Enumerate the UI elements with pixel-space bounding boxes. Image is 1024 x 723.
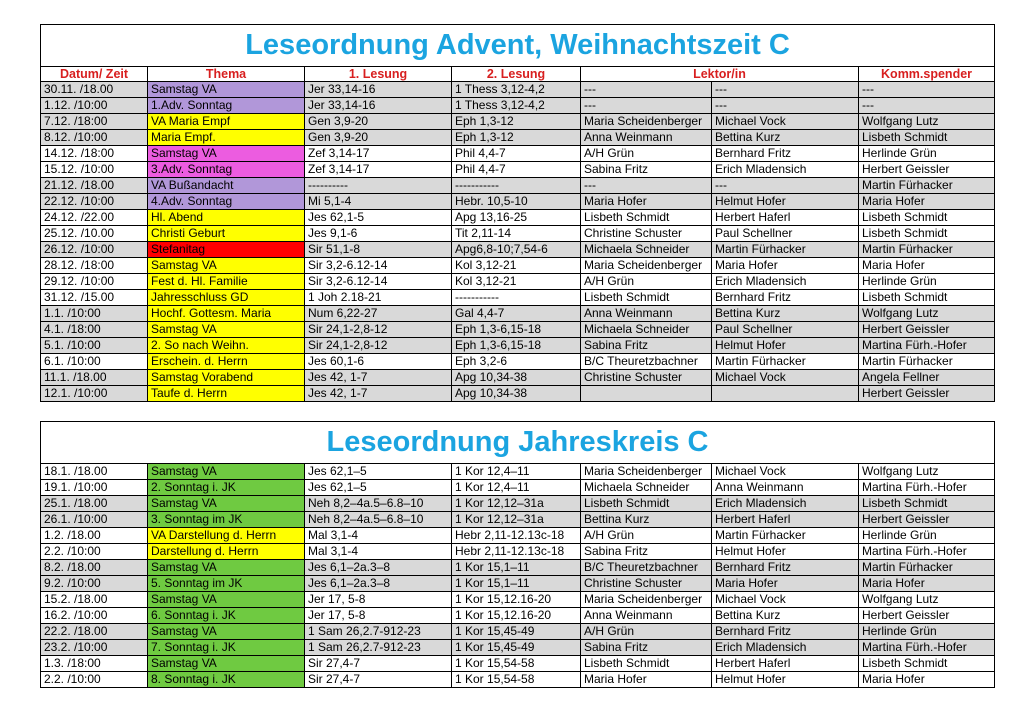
lektor-1-cell: --- bbox=[581, 178, 712, 194]
thema-cell: Samstag VA bbox=[148, 560, 305, 576]
table-row bbox=[41, 576, 995, 592]
kommspender-cell: Herlinde Grün bbox=[859, 146, 995, 162]
jahreskreis-rows bbox=[41, 464, 995, 688]
table-row bbox=[41, 464, 995, 480]
kommspender-cell: Herlinde Grün bbox=[859, 528, 995, 544]
table-row bbox=[41, 274, 995, 290]
lesung-1-cell: 1 Joh 2.18-21 bbox=[305, 290, 452, 306]
lesung-2-cell: 1 Kor 15,54-58 bbox=[452, 656, 581, 672]
lesung-2-cell: 1 Kor 15,12.16-20 bbox=[452, 592, 581, 608]
lektor-2-cell: Bernhard Fritz bbox=[712, 290, 859, 306]
lektor-2-cell: Maria Hofer bbox=[712, 258, 859, 274]
thema-cell: 2. So nach Weihn. bbox=[148, 338, 305, 354]
kommspender-cell: Martin Fürhacker bbox=[859, 560, 995, 576]
lektor-2-cell: Paul Schellner bbox=[712, 322, 859, 338]
table-row bbox=[41, 162, 995, 178]
date-cell: 25.12. /10.00 bbox=[41, 226, 148, 242]
lesung-1-cell: Jes 9,1-6 bbox=[305, 226, 452, 242]
date-cell: 2.2. /10:00 bbox=[41, 672, 148, 688]
kommspender-cell: Martina Fürh.-Hofer bbox=[859, 338, 995, 354]
advent-table bbox=[40, 24, 995, 402]
table-row bbox=[41, 258, 995, 274]
lektor-2-cell: Paul Schellner bbox=[712, 226, 859, 242]
lektor-2-cell: Helmut Hofer bbox=[712, 338, 859, 354]
date-cell: 8.12. /10:00 bbox=[41, 130, 148, 146]
date-cell: 25.1. /18.00 bbox=[41, 496, 148, 512]
thema-cell: Samstag VA bbox=[148, 656, 305, 672]
thema-cell: Hochf. Gottesm. Maria bbox=[148, 306, 305, 322]
date-cell: 6.1. /10:00 bbox=[41, 354, 148, 370]
lesung-2-cell: Tit 2,11-14 bbox=[452, 226, 581, 242]
lesung-2-cell: Apg 10,34-38 bbox=[452, 370, 581, 386]
lektor-1-cell: Maria Scheidenberger bbox=[581, 258, 712, 274]
lesung-1-cell: Jes 42, 1-7 bbox=[305, 370, 452, 386]
kommspender-cell: Lisbeth Schmidt bbox=[859, 226, 995, 242]
thema-cell: Erschein. d. Herrn bbox=[148, 354, 305, 370]
kommspender-cell: Lisbeth Schmidt bbox=[859, 656, 995, 672]
lektor-1-cell: A/H Grün bbox=[581, 528, 712, 544]
thema-cell: Samstag VA bbox=[148, 82, 305, 98]
thema-cell: Samstag VA bbox=[148, 258, 305, 274]
thema-cell: Taufe d. Herrn bbox=[148, 386, 305, 402]
lektor-2-cell: Erich Mladensich bbox=[712, 496, 859, 512]
kommspender-cell: Martin Fürhacker bbox=[859, 242, 995, 258]
table-row bbox=[41, 354, 995, 370]
lektor-1-cell: Sabina Fritz bbox=[581, 640, 712, 656]
lesung-1-cell: Sir 3,2-6.12-14 bbox=[305, 258, 452, 274]
table-row bbox=[41, 82, 995, 98]
lesung-1-cell: 1 Sam 26,2.7-912-23 bbox=[305, 624, 452, 640]
lektor-2-cell: Anna Weinmann bbox=[712, 480, 859, 496]
lektor-1-cell: Anna Weinmann bbox=[581, 306, 712, 322]
kommspender-cell: Herlinde Grün bbox=[859, 624, 995, 640]
table-row bbox=[41, 512, 995, 528]
date-cell: 23.2. /10:00 bbox=[41, 640, 148, 656]
lesung-2-cell: 1 Kor 12,12–31a bbox=[452, 496, 581, 512]
lesung-2-cell: 1 Kor 15,12.16-20 bbox=[452, 608, 581, 624]
date-cell: 1.1. /10:00 bbox=[41, 306, 148, 322]
lesung-2-cell: 1 Kor 12,4–11 bbox=[452, 480, 581, 496]
lesung-2-cell: Eph 1,3-6,15-18 bbox=[452, 338, 581, 354]
table-row bbox=[41, 640, 995, 656]
thema-cell: Stefanitag bbox=[148, 242, 305, 258]
lektor-2-cell: Martin Fürhacker bbox=[712, 354, 859, 370]
date-cell: 21.12. /18.00 bbox=[41, 178, 148, 194]
table-row bbox=[41, 290, 995, 306]
lesung-1-cell: Neh 8,2–4a.5–6.8–10 bbox=[305, 512, 452, 528]
thema-cell: VA Maria Empf bbox=[148, 114, 305, 130]
table-row bbox=[41, 98, 995, 114]
lesung-1-cell: Jer 17, 5-8 bbox=[305, 608, 452, 624]
thema-cell: Darstellung d. Herrn bbox=[148, 544, 305, 560]
kommspender-cell: Lisbeth Schmidt bbox=[859, 130, 995, 146]
table-row bbox=[41, 194, 995, 210]
kommspender-cell: Martina Fürh.-Hofer bbox=[859, 480, 995, 496]
lesung-2-cell: Apg 10,34-38 bbox=[452, 386, 581, 402]
date-cell: 16.2. /10:00 bbox=[41, 608, 148, 624]
table-row bbox=[41, 210, 995, 226]
table-row bbox=[41, 592, 995, 608]
lesung-1-cell: Jer 33,14-16 bbox=[305, 98, 452, 114]
thema-cell: Samstag VA bbox=[148, 464, 305, 480]
lektor-1-cell: --- bbox=[581, 98, 712, 114]
thema-cell: 3.Adv. Sonntag bbox=[148, 162, 305, 178]
lektor-2-cell: Bernhard Fritz bbox=[712, 560, 859, 576]
lektor-1-cell: Sabina Fritz bbox=[581, 544, 712, 560]
lesung-2-cell: ----------- bbox=[452, 290, 581, 306]
table-row bbox=[41, 114, 995, 130]
thema-cell: 1.Adv. Sonntag bbox=[148, 98, 305, 114]
lektor-2-cell: Martin Fürhacker bbox=[712, 528, 859, 544]
kommspender-cell: Martina Fürh.-Hofer bbox=[859, 640, 995, 656]
thema-cell: VA Bußandacht bbox=[148, 178, 305, 194]
thema-cell: Samstag Vorabend bbox=[148, 370, 305, 386]
date-cell: 1.2. /18.00 bbox=[41, 528, 148, 544]
table-row bbox=[41, 178, 995, 194]
lektor-2-cell: --- bbox=[712, 98, 859, 114]
lektor-1-cell: B/C Theuretzbachner bbox=[581, 354, 712, 370]
lektor-2-cell: Erich Mladensich bbox=[712, 274, 859, 290]
lektor-2-cell: Michael Vock bbox=[712, 592, 859, 608]
thema-cell: Fest d. Hl. Familie bbox=[148, 274, 305, 290]
thema-cell: Samstag VA bbox=[148, 496, 305, 512]
lesung-1-cell: Num 6,22-27 bbox=[305, 306, 452, 322]
lesung-1-cell: Jer 33,14-16 bbox=[305, 82, 452, 98]
lesung-1-cell: Zef 3,14-17 bbox=[305, 146, 452, 162]
date-cell: 19.1. /10:00 bbox=[41, 480, 148, 496]
lesung-1-cell: Gen 3,9-20 bbox=[305, 130, 452, 146]
kommspender-cell: Maria Hofer bbox=[859, 672, 995, 688]
lektor-1-cell: Christine Schuster bbox=[581, 576, 712, 592]
lesung-1-cell: Zef 3,14-17 bbox=[305, 162, 452, 178]
thema-cell: 7. Sonntag i. JK bbox=[148, 640, 305, 656]
date-cell: 9.2. /10:00 bbox=[41, 576, 148, 592]
lektor-1-cell: --- bbox=[581, 82, 712, 98]
lesung-1-cell: Mi 5,1-4 bbox=[305, 194, 452, 210]
lektor-1-cell: Lisbeth Schmidt bbox=[581, 496, 712, 512]
jahreskreis-title: Leseordnung Jahreskreis C bbox=[41, 422, 995, 464]
lektor-1-cell: Christine Schuster bbox=[581, 370, 712, 386]
lesung-2-cell: Kol 3,12-21 bbox=[452, 274, 581, 290]
thema-cell: Samstag VA bbox=[148, 146, 305, 162]
lesung-1-cell: Mal 3,1-4 bbox=[305, 544, 452, 560]
kommspender-cell: Wolfgang Lutz bbox=[859, 464, 995, 480]
lektor-2-cell: Herbert Haferl bbox=[712, 656, 859, 672]
table-row bbox=[41, 480, 995, 496]
thema-cell: Christi Geburt bbox=[148, 226, 305, 242]
advent-rows bbox=[41, 82, 995, 402]
date-cell: 11.1. /18.00 bbox=[41, 370, 148, 386]
lektor-1-cell: Bettina Kurz bbox=[581, 512, 712, 528]
lektor-2-cell: Bernhard Fritz bbox=[712, 146, 859, 162]
date-cell: 31.12. /15.00 bbox=[41, 290, 148, 306]
table-row bbox=[41, 322, 995, 338]
thema-cell: Maria Empf. bbox=[148, 130, 305, 146]
table-row bbox=[41, 624, 995, 640]
kommspender-cell: Herbert Geissler bbox=[859, 322, 995, 338]
lesung-1-cell: Sir 27,4-7 bbox=[305, 672, 452, 688]
lektor-2-cell: Michael Vock bbox=[712, 370, 859, 386]
lesung-2-cell: Apg6,8-10;7,54-6 bbox=[452, 242, 581, 258]
lesung-2-cell: Hebr 2,11-12.13c-18 bbox=[452, 544, 581, 560]
lesung-1-cell: Jes 62,1-5 bbox=[305, 210, 452, 226]
lektor-1-cell: Maria Hofer bbox=[581, 672, 712, 688]
lektor-1-cell: B/C Theuretzbachner bbox=[581, 560, 712, 576]
lesung-1-cell: 1 Sam 26,2.7-912-23 bbox=[305, 640, 452, 656]
kommspender-cell: --- bbox=[859, 82, 995, 98]
lesung-1-cell: Jes 62,1–5 bbox=[305, 464, 452, 480]
lesung-2-cell: Kol 3,12-21 bbox=[452, 258, 581, 274]
date-cell: 26.12. /10:00 bbox=[41, 242, 148, 258]
lesung-2-cell: Eph 3,2-6 bbox=[452, 354, 581, 370]
lesung-2-cell: 1 Kor 15,45-49 bbox=[452, 624, 581, 640]
lesung-2-cell: Eph 1,3-12 bbox=[452, 114, 581, 130]
date-cell: 7.12. /18:00 bbox=[41, 114, 148, 130]
lektor-1-cell: Maria Hofer bbox=[581, 194, 712, 210]
lesung-1-cell: Neh 8,2–4a.5–6.8–10 bbox=[305, 496, 452, 512]
lektor-2-cell: Helmut Hofer bbox=[712, 672, 859, 688]
kommspender-cell: Wolfgang Lutz bbox=[859, 592, 995, 608]
lektor-2-cell: Herbert Haferl bbox=[712, 210, 859, 226]
kommspender-cell: Martina Fürh.-Hofer bbox=[859, 544, 995, 560]
lesung-1-cell: Sir 24,1-2,8-12 bbox=[305, 338, 452, 354]
table-row bbox=[41, 370, 995, 386]
lesung-2-cell: Hebr. 10,5-10 bbox=[452, 194, 581, 210]
lektor-2-cell: Bettina Kurz bbox=[712, 130, 859, 146]
lektor-2-cell: Helmut Hofer bbox=[712, 544, 859, 560]
kommspender-cell: Maria Hofer bbox=[859, 576, 995, 592]
thema-cell: 2. Sonntag i. JK bbox=[148, 480, 305, 496]
lektor-1-cell: Michaela Schneider bbox=[581, 242, 712, 258]
thema-cell: 8. Sonntag i. JK bbox=[148, 672, 305, 688]
table-row bbox=[41, 560, 995, 576]
thema-cell: 6. Sonntag i. JK bbox=[148, 608, 305, 624]
lektor-1-cell: Lisbeth Schmidt bbox=[581, 656, 712, 672]
lesung-1-cell: Sir 3,2-6.12-14 bbox=[305, 274, 452, 290]
lesung-1-cell: Jes 60,1-6 bbox=[305, 354, 452, 370]
header-lesung-2: 2. Lesung bbox=[452, 67, 581, 82]
date-cell: 15.2. /18.00 bbox=[41, 592, 148, 608]
kommspender-cell: Martin Fürhacker bbox=[859, 354, 995, 370]
lesung-1-cell: Jes 62,1–5 bbox=[305, 480, 452, 496]
lesung-2-cell: Phil 4,4-7 bbox=[452, 146, 581, 162]
lektor-2-cell: --- bbox=[712, 82, 859, 98]
date-cell: 18.1. /18.00 bbox=[41, 464, 148, 480]
date-cell: 29.12. /10:00 bbox=[41, 274, 148, 290]
date-cell: 1.12. /10:00 bbox=[41, 98, 148, 114]
thema-cell: 3. Sonntag im JK bbox=[148, 512, 305, 528]
table-row bbox=[41, 306, 995, 322]
thema-cell: 5. Sonntag im JK bbox=[148, 576, 305, 592]
lesung-2-cell: Phil 4,4-7 bbox=[452, 162, 581, 178]
lektor-1-cell: Maria Scheidenberger bbox=[581, 592, 712, 608]
thema-cell: VA Darstellung d. Herrn bbox=[148, 528, 305, 544]
date-cell: 28.12. /18:00 bbox=[41, 258, 148, 274]
lektor-2-cell: Herbert Haferl bbox=[712, 512, 859, 528]
kommspender-cell: Maria Hofer bbox=[859, 258, 995, 274]
lesung-2-cell: 1 Kor 12,4–11 bbox=[452, 464, 581, 480]
header-kommspender: Komm.spender bbox=[859, 67, 995, 82]
lesung-2-cell: Eph 1,3-6,15-18 bbox=[452, 322, 581, 338]
lektor-1-cell: Anna Weinmann bbox=[581, 130, 712, 146]
lektor-2-cell: Martin Fürhacker bbox=[712, 242, 859, 258]
lesung-2-cell: Eph 1,3-12 bbox=[452, 130, 581, 146]
lesung-2-cell: Gal 4,4-7 bbox=[452, 306, 581, 322]
lesung-1-cell: ---------- bbox=[305, 178, 452, 194]
lektor-2-cell: Bettina Kurz bbox=[712, 306, 859, 322]
lektor-2-cell: Erich Mladensich bbox=[712, 640, 859, 656]
thema-cell: Hl. Abend bbox=[148, 210, 305, 226]
lesung-1-cell: Gen 3,9-20 bbox=[305, 114, 452, 130]
lektor-1-cell: Maria Scheidenberger bbox=[581, 464, 712, 480]
table-row bbox=[41, 338, 995, 354]
table-row bbox=[41, 528, 995, 544]
lesung-2-cell: 1 Thess 3,12-4,2 bbox=[452, 82, 581, 98]
lesung-1-cell: Jes 6,1–2a.3–8 bbox=[305, 576, 452, 592]
date-cell: 5.1. /10:00 bbox=[41, 338, 148, 354]
lesung-1-cell: Mal 3,1-4 bbox=[305, 528, 452, 544]
lektor-1-cell: Michaela Schneider bbox=[581, 480, 712, 496]
header-thema: Thema bbox=[148, 67, 305, 82]
kommspender-cell: Herlinde Grün bbox=[859, 274, 995, 290]
date-cell: 2.2. /10:00 bbox=[41, 544, 148, 560]
jahreskreis-table bbox=[40, 421, 995, 688]
lektor-2-cell: --- bbox=[712, 178, 859, 194]
lesung-2-cell: Hebr 2,11-12.13c-18 bbox=[452, 528, 581, 544]
lesung-2-cell: 1 Kor 15,1–11 bbox=[452, 576, 581, 592]
table-row bbox=[41, 386, 995, 402]
kommspender-cell: Angela Fellner bbox=[859, 370, 995, 386]
lektor-1-cell: A/H Grün bbox=[581, 274, 712, 290]
thema-cell: Jahresschluss GD bbox=[148, 290, 305, 306]
thema-cell: Samstag VA bbox=[148, 624, 305, 640]
header-lektor: Lektor/in bbox=[581, 67, 859, 82]
lesung-2-cell: 1 Kor 12,12–31a bbox=[452, 512, 581, 528]
lesung-1-cell: Jes 42, 1-7 bbox=[305, 386, 452, 402]
lektor-1-cell: Maria Scheidenberger bbox=[581, 114, 712, 130]
lektor-1-cell: Sabina Fritz bbox=[581, 162, 712, 178]
lesung-2-cell: 1 Kor 15,45-49 bbox=[452, 640, 581, 656]
kommspender-cell: Martin Fürhacker bbox=[859, 178, 995, 194]
thema-cell: Samstag VA bbox=[148, 322, 305, 338]
date-cell: 1.3. /18:00 bbox=[41, 656, 148, 672]
kommspender-cell: Wolfgang Lutz bbox=[859, 306, 995, 322]
lektor-1-cell: Lisbeth Schmidt bbox=[581, 210, 712, 226]
kommspender-cell: Herbert Geissler bbox=[859, 512, 995, 528]
lesung-2-cell: ----------- bbox=[452, 178, 581, 194]
date-cell: 14.12. /18:00 bbox=[41, 146, 148, 162]
date-cell: 4.1. /18:00 bbox=[41, 322, 148, 338]
lektor-2-cell: Helmut Hofer bbox=[712, 194, 859, 210]
lektor-1-cell bbox=[581, 386, 712, 402]
header-lesung-1: 1. Lesung bbox=[305, 67, 452, 82]
lesung-1-cell: Sir 51,1-8 bbox=[305, 242, 452, 258]
thema-cell: 4.Adv. Sonntag bbox=[148, 194, 305, 210]
thema-cell: Samstag VA bbox=[148, 592, 305, 608]
lektor-1-cell: Sabina Fritz bbox=[581, 338, 712, 354]
lektor-1-cell: Michaela Schneider bbox=[581, 322, 712, 338]
table-row bbox=[41, 496, 995, 512]
lesung-2-cell: 1 Thess 3,12-4,2 bbox=[452, 98, 581, 114]
lektor-2-cell: Michael Vock bbox=[712, 464, 859, 480]
advent-title: Leseordnung Advent, Weihnachtszeit C bbox=[41, 25, 995, 67]
lektor-1-cell: Anna Weinmann bbox=[581, 608, 712, 624]
lektor-2-cell: Erich Mladensich bbox=[712, 162, 859, 178]
table-row bbox=[41, 656, 995, 672]
date-cell: 22.2. /18.00 bbox=[41, 624, 148, 640]
kommspender-cell: Herbert Geissler bbox=[859, 162, 995, 178]
date-cell: 30.11. /18.00 bbox=[41, 82, 148, 98]
lesung-2-cell: 1 Kor 15,54-58 bbox=[452, 672, 581, 688]
lektor-2-cell: Michael Vock bbox=[712, 114, 859, 130]
lektor-2-cell: Bettina Kurz bbox=[712, 608, 859, 624]
date-cell: 8.2. /18.00 bbox=[41, 560, 148, 576]
kommspender-cell: Herbert Geissler bbox=[859, 386, 995, 402]
lektor-2-cell bbox=[712, 386, 859, 402]
lektor-1-cell: A/H Grün bbox=[581, 146, 712, 162]
date-cell: 15.12. /10:00 bbox=[41, 162, 148, 178]
lektor-1-cell: A/H Grün bbox=[581, 624, 712, 640]
kommspender-cell: Lisbeth Schmidt bbox=[859, 496, 995, 512]
table-row bbox=[41, 226, 995, 242]
date-cell: 12.1. /10:00 bbox=[41, 386, 148, 402]
lesung-1-cell: Sir 24,1-2,8-12 bbox=[305, 322, 452, 338]
lesung-2-cell: Apg 13,16-25 bbox=[452, 210, 581, 226]
table-row bbox=[41, 242, 995, 258]
header-datum: Datum/ Zeit bbox=[41, 67, 148, 82]
date-cell: 26.1. /10:00 bbox=[41, 512, 148, 528]
kommspender-cell: Herbert Geissler bbox=[859, 608, 995, 624]
table-row bbox=[41, 146, 995, 162]
lesung-1-cell: Sir 27,4-7 bbox=[305, 656, 452, 672]
table-row bbox=[41, 544, 995, 560]
kommspender-cell: Maria Hofer bbox=[859, 194, 995, 210]
kommspender-cell: --- bbox=[859, 98, 995, 114]
kommspender-cell: Lisbeth Schmidt bbox=[859, 290, 995, 306]
table-row bbox=[41, 130, 995, 146]
lesung-1-cell: Jes 6,1–2a.3–8 bbox=[305, 560, 452, 576]
date-cell: 24.12. /22.00 bbox=[41, 210, 148, 226]
date-cell: 22.12. /10:00 bbox=[41, 194, 148, 210]
table-row bbox=[41, 608, 995, 624]
lesung-2-cell: 1 Kor 15,1–11 bbox=[452, 560, 581, 576]
lektor-2-cell: Maria Hofer bbox=[712, 576, 859, 592]
lesung-1-cell: Jer 17, 5-8 bbox=[305, 592, 452, 608]
lektor-2-cell: Bernhard Fritz bbox=[712, 624, 859, 640]
lektor-1-cell: Christine Schuster bbox=[581, 226, 712, 242]
kommspender-cell: Wolfgang Lutz bbox=[859, 114, 995, 130]
lektor-1-cell: Lisbeth Schmidt bbox=[581, 290, 712, 306]
table-row bbox=[41, 672, 995, 688]
kommspender-cell: Lisbeth Schmidt bbox=[859, 210, 995, 226]
